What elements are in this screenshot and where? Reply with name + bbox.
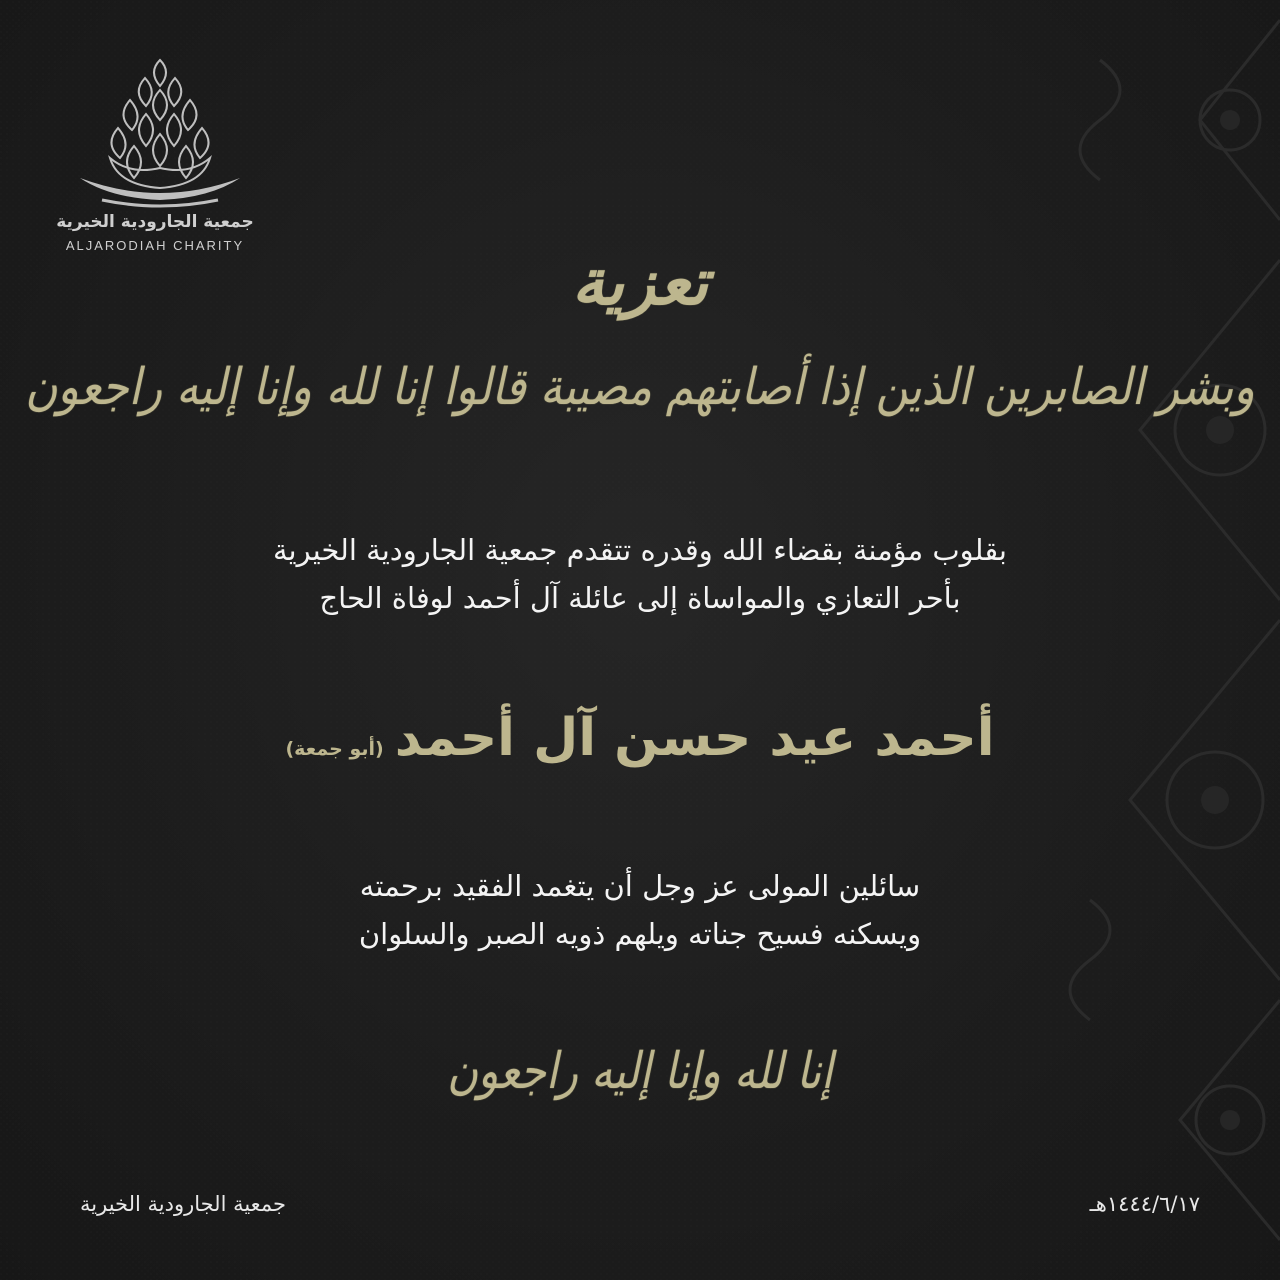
deceased-name-line bbox=[0, 708, 1280, 768]
closing-phrase: إنا لله وإنا إليه راجعون bbox=[447, 1041, 833, 1100]
deceased-nickname: (أبو جمعة) bbox=[285, 738, 384, 760]
prayer-line-1: سائلين المولى عز وجل أن يتغمد الفقيد برحمته bbox=[359, 869, 921, 903]
logo-arabic-name: جمعية الجارودية الخيرية bbox=[56, 212, 254, 232]
prayer-line-2: ويسكنه فسيح جناته ويلهم ذويه الصبر والسلوان bbox=[358, 917, 922, 951]
prayer-message bbox=[0, 862, 1280, 958]
intro-line-1: بقلوب مؤمنة بقضاء الله وقدره تتقدم جمعية الجارودية الخيرية bbox=[272, 533, 1008, 567]
deceased-name: أحمد عيد حسن آل أحمد bbox=[394, 708, 995, 768]
footer-date: ١٤٤٤/٦/١٧هـ bbox=[1089, 1192, 1200, 1216]
condolence-title: تعزية bbox=[571, 245, 709, 320]
logo-english-name: ALJARODIAH CHARITY bbox=[65, 238, 245, 253]
footer-organization: جمعية الجارودية الخيرية bbox=[80, 1192, 286, 1216]
intro-line-2: بأحر التعازي والمواساة إلى عائلة آل أحمد لوفاة الحاج bbox=[319, 581, 961, 615]
quran-verse: وبشر الصابرين الذين إذا أصابتهم مصيبة قالوا إنا لله وإنا إليه راجعون bbox=[25, 358, 1255, 417]
intro-message bbox=[0, 526, 1280, 622]
